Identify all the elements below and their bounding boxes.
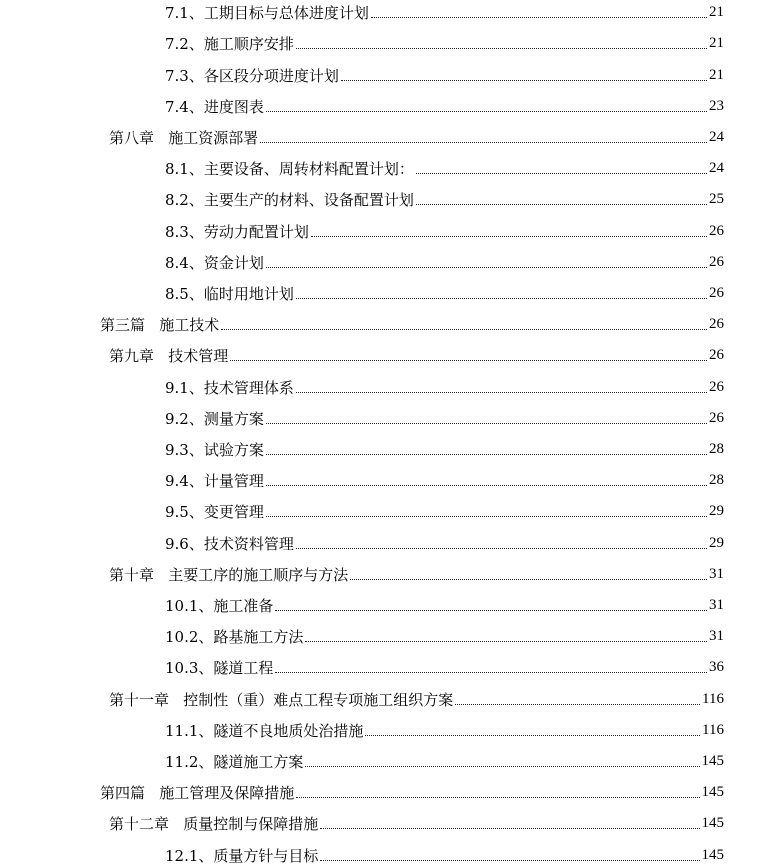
dot-leader — [266, 423, 707, 424]
toc-page-number: 145 — [701, 753, 724, 769]
toc-entry[interactable] — [165, 372, 724, 403]
toc-entry[interactable] — [165, 715, 724, 746]
toc-entry[interactable] — [109, 122, 724, 153]
toc-entry-label: 第十二章 质量控制与保障措施 — [109, 815, 319, 833]
dot-leader — [320, 860, 699, 861]
dot-leader — [305, 766, 699, 767]
toc-entry[interactable] — [165, 28, 724, 59]
toc-page-number: 145 — [701, 847, 724, 863]
toc-entry[interactable] — [100, 309, 724, 340]
toc-entry[interactable] — [165, 840, 724, 866]
toc-entry[interactable] — [109, 340, 724, 371]
dot-leader — [266, 111, 707, 112]
toc-entry[interactable] — [165, 0, 724, 28]
toc-entry-label: 7.2、施工顺序安排 — [165, 35, 294, 53]
dot-leader — [296, 298, 707, 299]
toc-page-number: 26 — [709, 347, 724, 363]
toc-entry[interactable] — [109, 684, 724, 715]
toc-entry-label: 11.2、隧道施工方案 — [165, 753, 304, 771]
dot-leader — [275, 672, 707, 673]
toc-entry-label: 9.3、试验方案 — [165, 441, 264, 459]
dot-leader — [455, 704, 700, 705]
toc-entry[interactable] — [165, 652, 724, 683]
toc-entry-label: 9.4、计量管理 — [165, 472, 264, 490]
toc-page-number: 26 — [709, 285, 724, 301]
toc-entry-label: 第三篇 施工技术 — [100, 316, 220, 334]
toc-entry-label: 11.1、隧道不良地质处治措施 — [165, 722, 364, 740]
dot-leader — [266, 267, 707, 268]
toc-entry-label: 9.6、技术资料管理 — [165, 535, 294, 553]
toc-entry[interactable] — [165, 403, 724, 434]
toc-page-number: 21 — [709, 4, 724, 20]
toc-entry-label: 7.1、工期目标与总体进度计划 — [165, 4, 369, 22]
toc-page-number: 26 — [709, 379, 724, 395]
toc-entry-label: 10.3、隧道工程 — [165, 659, 274, 677]
toc-page-number: 26 — [709, 223, 724, 239]
dot-leader — [221, 329, 707, 330]
toc-entry[interactable] — [165, 184, 724, 215]
toc-page-number: 23 — [709, 98, 724, 114]
toc-entry-label: 8.1、主要设备、周转材料配置计划： — [165, 160, 414, 178]
toc-page-number: 31 — [709, 628, 724, 644]
toc-entry[interactable] — [165, 60, 724, 91]
toc-entry-label: 8.4、资金计划 — [165, 254, 264, 272]
toc-entry[interactable] — [165, 746, 724, 777]
toc-entry-label: 10.2、路基施工方法 — [165, 628, 304, 646]
toc-page-number: 26 — [709, 410, 724, 426]
toc-page-number: 31 — [709, 597, 724, 613]
toc-entry-label: 第十章 主要工序的施工顺序与方法 — [109, 566, 349, 584]
toc-entry-label: 第八章 施工资源部署 — [109, 129, 259, 147]
dot-leader — [260, 142, 707, 143]
toc-page-number: 24 — [709, 129, 724, 145]
toc-entry[interactable] — [165, 247, 724, 278]
toc-page-number: 29 — [709, 535, 724, 551]
toc-entry-label: 8.3、劳动力配置计划 — [165, 223, 309, 241]
toc-page-number: 24 — [709, 160, 724, 176]
dot-leader — [275, 610, 707, 611]
dot-leader — [296, 797, 699, 798]
toc-entry-label: 8.5、临时用地计划 — [165, 285, 294, 303]
toc-entry-label: 12.1、质量方针与目标 — [165, 847, 319, 865]
dot-leader — [266, 485, 707, 486]
toc-entry-label: 8.2、主要生产的材料、设备配置计划 — [165, 191, 414, 209]
dot-leader — [296, 392, 707, 393]
toc-page-number: 21 — [709, 35, 724, 51]
dot-leader — [350, 579, 707, 580]
dot-leader — [365, 735, 700, 736]
dot-leader — [320, 828, 699, 829]
toc-entry[interactable] — [100, 777, 724, 808]
toc-page-number: 116 — [702, 722, 724, 738]
toc-page-number: 145 — [701, 784, 724, 800]
toc-entry[interactable] — [165, 91, 724, 122]
dot-leader — [266, 516, 707, 517]
toc-entry[interactable] — [165, 621, 724, 652]
dot-leader — [341, 80, 707, 81]
toc-entry-label: 第九章 技术管理 — [109, 347, 229, 365]
toc-entry[interactable] — [165, 153, 724, 184]
dot-leader — [230, 360, 707, 361]
toc-entry[interactable] — [165, 496, 724, 527]
dot-leader — [416, 173, 707, 174]
toc-entry[interactable] — [165, 590, 724, 621]
toc-page-number: 28 — [709, 441, 724, 457]
dot-leader — [296, 48, 707, 49]
toc-page-number: 25 — [709, 191, 724, 207]
dot-leader — [266, 454, 707, 455]
toc-page-number: 29 — [709, 503, 724, 519]
dot-leader — [371, 17, 707, 18]
toc-entry[interactable] — [165, 278, 724, 309]
dot-leader — [311, 236, 707, 237]
toc-entry-label: 第十一章 控制性（重）难点工程专项施工组织方案 — [109, 691, 454, 709]
toc-entry[interactable] — [165, 528, 724, 559]
toc-page-number: 145 — [701, 815, 724, 831]
toc-page-number: 21 — [709, 67, 724, 83]
toc-page-number: 26 — [709, 254, 724, 270]
toc-entry-label: 第四篇 施工管理及保障措施 — [100, 784, 295, 802]
toc-entry-label: 9.5、变更管理 — [165, 503, 264, 521]
toc-entry[interactable] — [165, 434, 724, 465]
toc-page-number: 26 — [709, 316, 724, 332]
dot-leader — [296, 548, 707, 549]
toc-page-number: 36 — [709, 659, 724, 675]
toc-entry-label: 9.1、技术管理体系 — [165, 379, 294, 397]
toc-page-number: 116 — [702, 691, 724, 707]
toc-entry[interactable] — [109, 808, 724, 839]
toc-entry[interactable] — [165, 216, 724, 247]
toc-entry[interactable] — [165, 465, 724, 496]
dot-leader — [305, 641, 707, 642]
toc-page-number: 31 — [709, 566, 724, 582]
toc-entry-label: 7.3、各区段分项进度计划 — [165, 67, 339, 85]
toc-entry-label: 7.4、进度图表 — [165, 98, 264, 116]
toc-entry[interactable] — [109, 559, 724, 590]
toc-entry-label: 9.2、测量方案 — [165, 410, 264, 428]
dot-leader — [416, 204, 707, 205]
toc-entry-label: 10.1、施工准备 — [165, 597, 274, 615]
toc-page-number: 28 — [709, 472, 724, 488]
